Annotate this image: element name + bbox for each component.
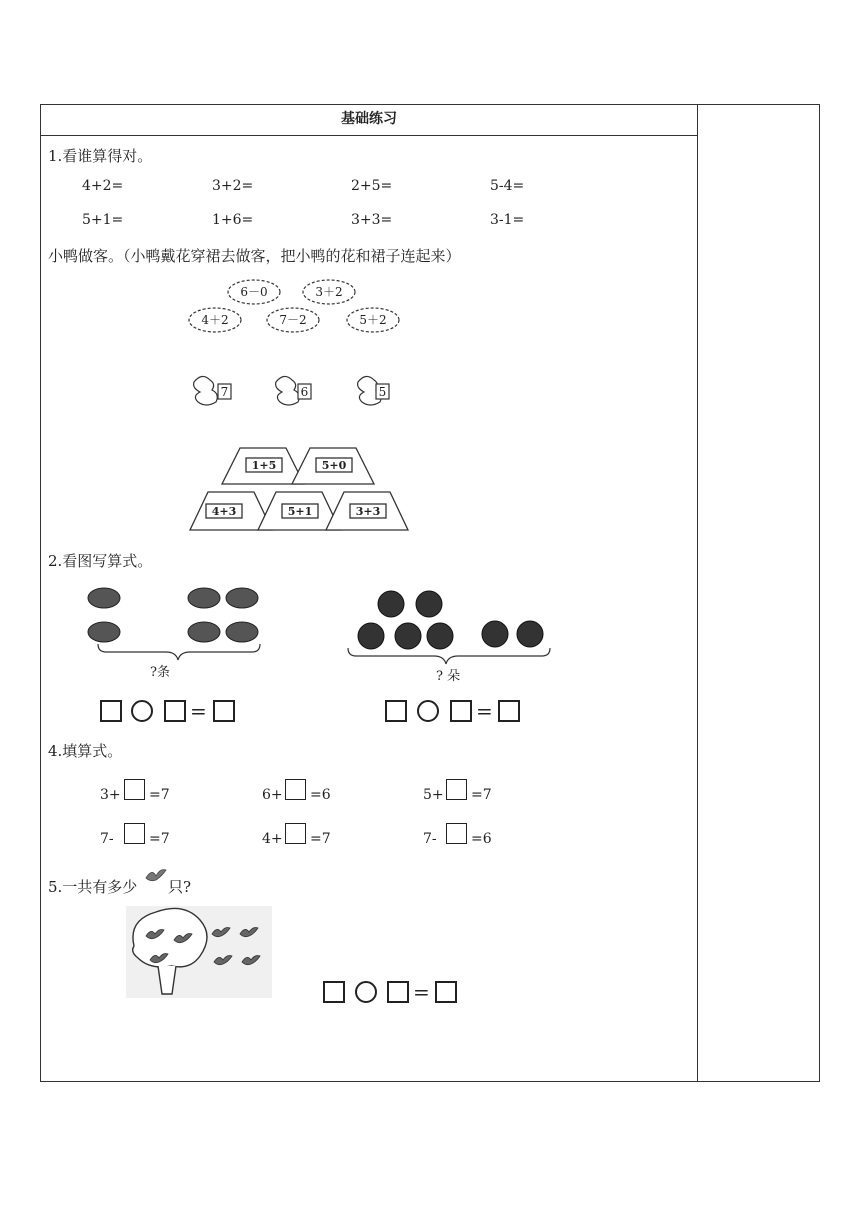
q4-prefix: 5+ [423, 787, 444, 803]
q4-suffix: =7 [149, 787, 170, 803]
q4-prefix: 7- [100, 831, 114, 847]
operator-circle[interactable] [417, 700, 439, 722]
sunflower-icon [395, 623, 421, 649]
fill-box[interactable] [446, 823, 467, 844]
q4-prefix: 7- [423, 831, 437, 847]
brace [98, 644, 260, 660]
header-divider [41, 135, 697, 136]
fish-caption: ?条 [150, 665, 170, 680]
sunflower-icon [517, 621, 543, 647]
q2-heading: 2.看图写算式。 [48, 552, 153, 570]
answer-box[interactable] [213, 700, 235, 722]
fish-icon [188, 588, 220, 608]
q4-suffix: =6 [310, 787, 331, 803]
fill-box[interactable] [124, 823, 145, 844]
q1-expression: 3+2= [212, 178, 254, 194]
q4-heading: 4.填算式。 [48, 742, 123, 760]
fill-box[interactable] [446, 779, 467, 800]
sunflower-icon [482, 621, 508, 647]
sunflower-icon [378, 591, 404, 617]
ducks-heading: 小鸭做客。（小鸭戴花穿裙去做客，把小鸭的花和裙子连起来） [48, 247, 461, 265]
q4-suffix: =6 [471, 831, 492, 847]
q4-prefix: 4+ [262, 831, 283, 847]
answer-box[interactable] [323, 981, 345, 1003]
q1-expression: 5-4= [490, 178, 525, 194]
ducks-illustration [188, 372, 398, 410]
answer-box[interactable] [100, 700, 122, 722]
skirts-illustration [188, 444, 412, 534]
page-title: 基础练习 [341, 111, 397, 127]
duck-number: 6 [300, 385, 309, 399]
flower-label: 4＋2 [201, 313, 229, 327]
sunflower-icon [416, 591, 442, 617]
fill-box[interactable] [124, 779, 145, 800]
duck-number: 5 [378, 385, 387, 399]
fish-icon [88, 622, 120, 642]
q1-heading: 1.看谁算得对。 [48, 147, 153, 165]
fish-icon [226, 588, 258, 608]
q1-expression: 2+5= [351, 178, 393, 194]
skirt-label: 5+1 [287, 505, 313, 518]
equals-sign: = [476, 699, 493, 723]
q1-expression: 3+3= [351, 212, 393, 228]
brace [348, 648, 550, 664]
duck-icon [194, 376, 218, 405]
flowers-illustration [188, 274, 408, 340]
skirt-label: 4+3 [211, 505, 237, 518]
q4-prefix: 6+ [262, 787, 283, 803]
q4-suffix: =7 [149, 831, 170, 847]
sunflower-icon [358, 623, 384, 649]
fill-box[interactable] [285, 779, 306, 800]
sunflower-icon [427, 623, 453, 649]
q5-heading-start: 5.一共有多少 [48, 878, 138, 896]
answer-box[interactable] [387, 981, 409, 1003]
equals-sign: = [190, 699, 207, 723]
q1-expression: 5+1= [82, 212, 124, 228]
duck-number: 7 [220, 385, 229, 399]
tree-trunk [158, 966, 176, 994]
q5-heading-end: 只? [168, 878, 192, 896]
answer-box[interactable] [498, 700, 520, 722]
operator-circle[interactable] [355, 981, 377, 1003]
duck-icon [276, 376, 300, 405]
skirt-label: 1+5 [251, 459, 277, 472]
answer-box[interactable] [435, 981, 457, 1003]
fill-box[interactable] [285, 823, 306, 844]
bird-icon [144, 866, 168, 884]
answer-box[interactable] [385, 700, 407, 722]
flower-caption: ? 朵 [436, 669, 461, 684]
q1-expression: 4+2= [82, 178, 124, 194]
skirt-label: 5+0 [321, 459, 347, 472]
tree-icon [133, 908, 207, 967]
answer-box[interactable] [450, 700, 472, 722]
tree-birds-illustration [126, 906, 272, 998]
fish-icon [226, 622, 258, 642]
fish-icon [188, 622, 220, 642]
fish-illustration [78, 582, 274, 682]
q1-expression: 3-1= [490, 212, 525, 228]
q4-prefix: 3+ [100, 787, 121, 803]
q4-suffix: =7 [471, 787, 492, 803]
fish-icon [88, 588, 120, 608]
skirt-label: 3+3 [355, 505, 381, 518]
flower-label: 5＋2 [359, 313, 387, 327]
sunflower-illustration [344, 586, 556, 686]
flower-label: 6－0 [240, 285, 268, 299]
operator-circle[interactable] [131, 700, 153, 722]
equals-sign: = [413, 980, 430, 1004]
answer-box[interactable] [164, 700, 186, 722]
flower-label: 3＋2 [315, 285, 343, 299]
column-divider [697, 105, 698, 1081]
q1-expression: 1+6= [212, 212, 254, 228]
q4-suffix: =7 [310, 831, 331, 847]
flower-label: 7－2 [279, 313, 307, 327]
